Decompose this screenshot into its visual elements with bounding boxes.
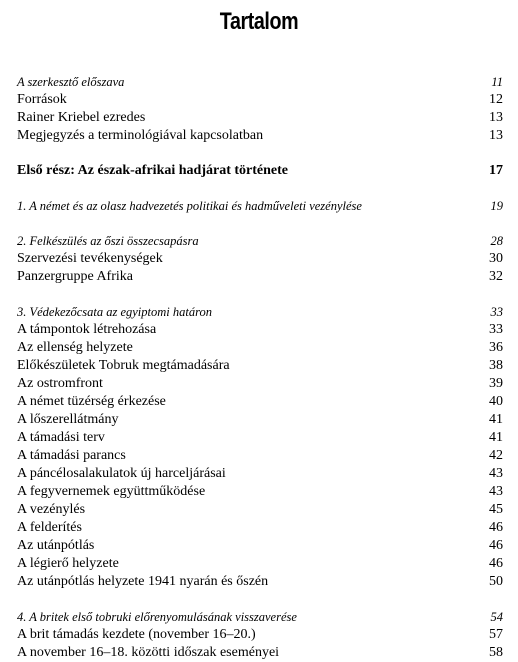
toc-entry-page: 36 bbox=[489, 340, 503, 355]
toc-entry-text: A légierő helyzete bbox=[17, 556, 119, 571]
toc-entry[interactable] bbox=[17, 393, 503, 411]
toc-chapter-2[interactable] bbox=[17, 232, 503, 250]
toc-entry[interactable] bbox=[17, 109, 503, 127]
toc-entry[interactable] bbox=[17, 250, 503, 268]
toc-entry[interactable] bbox=[17, 321, 503, 339]
toc-entry-text: Az utánpótlás helyzete 1941 nyarán és őszén bbox=[17, 574, 269, 589]
toc-entry[interactable] bbox=[17, 644, 503, 662]
toc-entry-text: A páncélosalakulatok új harceljárásai bbox=[17, 466, 226, 481]
toc-entry-page: 38 bbox=[489, 358, 503, 373]
toc-entry[interactable] bbox=[17, 375, 503, 393]
spacer bbox=[17, 145, 503, 162]
toc-entry-page: 13 bbox=[489, 128, 503, 143]
toc-chapter-1[interactable] bbox=[17, 197, 503, 215]
toc-chapter-3[interactable] bbox=[17, 303, 503, 321]
toc-entry-text: Szervezési tevékenységek bbox=[17, 251, 163, 266]
toc-entry-text: A támpontok létrehozása bbox=[17, 322, 157, 337]
toc-entry-text: A támadási terv bbox=[17, 430, 105, 445]
toc-entry-page: 39 bbox=[489, 376, 503, 391]
table-of-contents bbox=[17, 73, 503, 662]
toc-entry[interactable] bbox=[17, 573, 503, 591]
spacer bbox=[17, 215, 503, 232]
page-title: Tartalom bbox=[219, 8, 299, 35]
toc-entry-text: Források bbox=[17, 92, 67, 107]
toc-entry-text: A fegyvernemek együttműködése bbox=[17, 484, 206, 499]
toc-entry-page: 50 bbox=[489, 574, 503, 589]
toc-entry-page: 46 bbox=[489, 538, 503, 553]
toc-entry-text: A felderítés bbox=[17, 520, 82, 535]
toc-entry[interactable] bbox=[17, 447, 503, 465]
toc-entry[interactable] bbox=[17, 339, 503, 357]
toc-entry-page: 28 bbox=[490, 234, 503, 248]
toc-entry-page: 17 bbox=[489, 163, 503, 178]
toc-entry-page: 42 bbox=[489, 448, 503, 463]
toc-entry-page: 30 bbox=[489, 251, 503, 266]
toc-entry-page: 12 bbox=[489, 92, 503, 107]
toc-entry-page: 58 bbox=[489, 645, 503, 660]
toc-entry[interactable] bbox=[17, 465, 503, 483]
toc-entry-text: Az ellenség helyzete bbox=[17, 340, 133, 355]
toc-entry-text: 3. Védekezőcsata az egyiptomi határon bbox=[17, 305, 212, 319]
toc-entry-text: 1. A német és az olasz hadvezetés politikai és hadműveleti vezénylése bbox=[17, 199, 362, 213]
toc-entry[interactable] bbox=[17, 501, 503, 519]
toc-entry-text: Az utánpótlás bbox=[17, 538, 95, 553]
toc-entry-page: 43 bbox=[489, 466, 503, 481]
toc-entry-page: 33 bbox=[490, 305, 503, 319]
toc-entry-page: 41 bbox=[489, 412, 503, 427]
toc-entry[interactable] bbox=[17, 411, 503, 429]
toc-entry-text: Megjegyzés a terminológiával kapcsolatban bbox=[17, 128, 264, 143]
toc-entry[interactable] bbox=[17, 555, 503, 573]
toc-entry-text: A lőszerellátmány bbox=[17, 412, 119, 427]
toc-entry-page: 54 bbox=[490, 610, 503, 624]
toc-entry[interactable] bbox=[17, 357, 503, 375]
toc-entry-preface[interactable] bbox=[17, 73, 503, 91]
spacer bbox=[17, 591, 503, 608]
toc-entry-text: Rainer Kriebel ezredes bbox=[17, 110, 146, 125]
toc-entry-text: A német tüzérség érkezése bbox=[17, 394, 166, 409]
toc-entry-text: A november 16–18. közötti időszak eseményei bbox=[17, 645, 280, 660]
toc-entry-page: 40 bbox=[489, 394, 503, 409]
toc-entry[interactable] bbox=[17, 626, 503, 644]
toc-entry-text: 4. A britek első tobruki előrenyomulásának visszaverése bbox=[17, 610, 297, 624]
toc-entry-page: 11 bbox=[491, 75, 503, 89]
toc-entry-text: Előkészületek Tobruk megtámadására bbox=[17, 358, 230, 373]
toc-entry-text: 2. Felkészülés az őszi összecsapásra bbox=[17, 234, 199, 248]
toc-entry-page: 33 bbox=[489, 322, 503, 337]
toc-entry-page: 19 bbox=[490, 199, 503, 213]
toc-entry-page: 13 bbox=[489, 110, 503, 125]
toc-entry-text: A vezénylés bbox=[17, 502, 86, 517]
toc-entry[interactable] bbox=[17, 537, 503, 555]
toc-entry-page: 32 bbox=[489, 269, 503, 284]
toc-entry-text: Első rész: Az észak-afrikai hadjárat története bbox=[17, 163, 288, 178]
toc-entry-text: Az ostromfront bbox=[17, 376, 103, 391]
toc-entry-page: 46 bbox=[489, 520, 503, 535]
toc-entry-page: 43 bbox=[489, 484, 503, 499]
toc-entry[interactable] bbox=[17, 429, 503, 447]
spacer bbox=[17, 180, 503, 197]
toc-entry[interactable] bbox=[17, 127, 503, 145]
toc-entry-page: 45 bbox=[489, 502, 503, 517]
toc-entry-text: A támadási parancs bbox=[17, 448, 126, 463]
toc-entry[interactable] bbox=[17, 483, 503, 501]
toc-entry-text: Panzergruppe Afrika bbox=[17, 269, 133, 284]
toc-entry-text: A brit támadás kezdete (november 16–20.) bbox=[17, 627, 256, 642]
toc-entry-page: 57 bbox=[489, 627, 503, 642]
toc-entry-page: 46 bbox=[489, 556, 503, 571]
toc-chapter-4[interactable] bbox=[17, 608, 503, 626]
toc-entry[interactable] bbox=[17, 91, 503, 109]
toc-part-heading[interactable] bbox=[17, 162, 503, 180]
toc-entry[interactable] bbox=[17, 519, 503, 537]
toc-entry-page: 41 bbox=[489, 430, 503, 445]
spacer bbox=[17, 286, 503, 303]
toc-entry[interactable] bbox=[17, 268, 503, 286]
toc-entry-text: A szerkesztő előszava bbox=[17, 75, 125, 89]
